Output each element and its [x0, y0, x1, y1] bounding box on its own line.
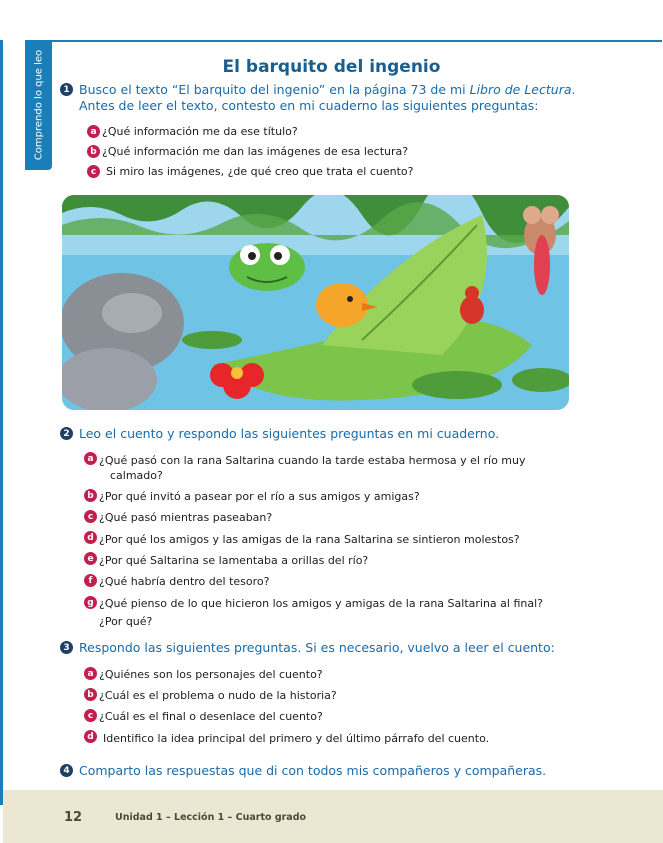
- q1-item-b-badge: b: [87, 145, 100, 158]
- q3-item-a-badge: a: [84, 667, 97, 680]
- q2-item-c-text: ¿Qué pasó mientras paseaban?: [99, 511, 273, 524]
- question-1-line2: Antes de leer el texto, contesto en mi cuaderno las siguientes preguntas:: [79, 98, 539, 113]
- footer-band: [3, 790, 663, 843]
- top-rule: [52, 40, 662, 42]
- q2-item-c-badge: c: [84, 510, 97, 523]
- q1-item-b-text: ¿Qué información me dan las imágenes de esa lectura?: [102, 145, 409, 158]
- question-4-number: 4: [60, 764, 73, 777]
- q3-item-b-badge: b: [84, 688, 97, 701]
- q2-item-f-text: ¿Qué habría dentro del tesoro?: [99, 575, 270, 588]
- q3-item-d-text: Identifico la idea principal del primero y del último párrafo del cuento.: [103, 732, 490, 745]
- q3-item-a-text: ¿Quiénes son los personajes del cuento?: [99, 668, 323, 681]
- q2-item-d-badge: d: [84, 531, 97, 544]
- q2-item-b-text: ¿Por qué invitó a pasear por el río a sus amigos y amigas?: [99, 490, 420, 503]
- footer-caption: Unidad 1 – Lección 1 – Cuarto grado: [115, 812, 307, 823]
- q1-item-c-text: Si miro las imágenes, ¿de qué creo que trata el cuento?: [106, 165, 414, 178]
- question-1-number: 1: [60, 83, 73, 96]
- q2-item-g-badge: g: [84, 596, 97, 609]
- q2-item-a-line1: ¿Qué pasó con la rana Saltarina cuando la tarde estaba hermosa y el río muy: [99, 454, 526, 467]
- question-1-line1-post: .: [571, 82, 576, 97]
- question-1-line1: [79, 82, 575, 98]
- q2-item-a-line2: calmado?: [110, 469, 163, 482]
- q1-item-c-badge: c: [87, 165, 100, 178]
- q1-item-a-text: ¿Qué información me da ese título?: [102, 125, 298, 138]
- page-title: El barquito del ingenio: [222, 57, 441, 77]
- left-rule: [0, 40, 3, 805]
- question-2-text: Leo el cuento y respondo las siguientes preguntas en mi cuaderno.: [79, 426, 500, 441]
- question-2-number: 2: [60, 427, 73, 440]
- question-1-book-title: Libro de Lectura: [469, 82, 572, 97]
- question-3-text: Respondo las siguientes preguntas. Si es necesario, vuelvo a leer el cuento:: [79, 640, 555, 655]
- page-number: 12: [64, 810, 83, 825]
- question-3-number: 3: [60, 641, 73, 654]
- q2-item-g-line2: ¿Por qué?: [99, 615, 153, 628]
- q2-item-g-line1: ¿Qué pienso de lo que hicieron los amigos y amigas de la rana Saltarina al final?: [99, 597, 543, 610]
- q2-item-b-badge: b: [84, 489, 97, 502]
- q3-item-c-text: ¿Cuál es el final o desenlace del cuento?: [99, 710, 323, 723]
- story-illustration: [62, 195, 569, 410]
- q3-item-c-badge: c: [84, 709, 97, 722]
- q2-item-e-badge: e: [84, 552, 97, 565]
- question-1-line1-pre: Busco el texto “El barquito del ingenio” en la página 73 de mi: [79, 82, 470, 97]
- q2-item-e-text: ¿Por qué Saltarina se lamentaba a orillas del río?: [99, 554, 369, 567]
- q2-item-d-text: ¿Por qué los amigos y las amigas de la rana Saltarina se sintieron molestos?: [99, 533, 520, 546]
- q3-item-b-text: ¿Cuál es el problema o nudo de la historia?: [99, 689, 337, 702]
- question-4-text: Comparto las respuestas que di con todos mis compañeros y compañeras.: [79, 763, 547, 778]
- section-tab-label: Comprendo lo que leo: [33, 49, 44, 161]
- q1-item-a-badge: a: [87, 125, 100, 138]
- q2-item-f-badge: f: [84, 574, 97, 587]
- q2-item-a-badge: a: [84, 452, 97, 465]
- q3-item-d-badge: d: [84, 730, 97, 743]
